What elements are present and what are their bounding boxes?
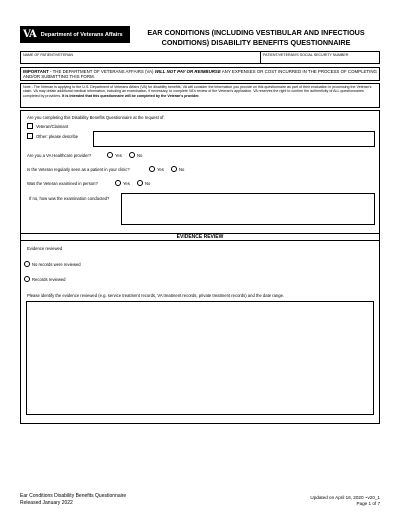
- examined-yes-radio[interactable]: [115, 180, 121, 186]
- no-records-label: No records were reviewed: [32, 262, 81, 267]
- form-body: [20, 110, 380, 424]
- regularly-seen-no-radio[interactable]: [171, 166, 177, 172]
- important-prefix: IMPORTANT: [23, 69, 49, 74]
- va-seal-mark: VA: [23, 29, 36, 40]
- note-box: [20, 83, 380, 108]
- important-emphasis: WILL NOT PAY OR REIMBURSE: [154, 69, 221, 74]
- evidence-review-header: EVIDENCE REVIEW: [21, 233, 379, 241]
- va-provider-yes-label: Yes: [115, 153, 122, 158]
- other-describe-field[interactable]: [93, 131, 375, 147]
- patient-name-label: NAME OF PATIENT/VETERAN: [23, 53, 73, 57]
- note-bold-text: It is intended that this questionnaire will be completed by the Veteran's provider.: [62, 93, 200, 98]
- va-provider-no-radio[interactable]: [129, 152, 135, 158]
- examined-no-radio[interactable]: [137, 180, 143, 186]
- footer-updated: Updated on April 16, 2020 ~v20_1: [310, 495, 380, 500]
- footer-page-number: Page 1 of 7: [356, 501, 380, 506]
- form-title: EAR CONDITIONS (INCLUDING VESTIBULAR AND INFECTIOUS CONDITIONS) DISABILITY BENEFITS QUESTIONNAIRE: [147, 28, 365, 47]
- footer-form-name: Ear Conditions Disability Benefits Questionnaire: [20, 493, 127, 499]
- ssn-field[interactable]: [261, 52, 379, 63]
- regularly-seen-yes-radio[interactable]: [149, 166, 155, 172]
- patient-name-field[interactable]: [21, 52, 261, 63]
- question-examined-in-person: Was the Veteran examined in person?: [27, 181, 98, 186]
- regularly-seen-no-label: No: [179, 167, 185, 172]
- note-text: Note - The Veteran is applying to the U.S. Department of Veterans Affairs (VA) for disability benefits. VA will consider the information you provide on this questionnaire as part of their evaluation in processing the Veteran's claim. VA may obtain additional medical information, including an examination, if necessary, to complete VA's review of the Veteran's application. VA reserves the right to confirm the authenticity of ALL questionnaires completed by providers.: [23, 85, 372, 98]
- veteran-claimant-checkbox[interactable]: [27, 123, 33, 129]
- va-logo: [20, 26, 130, 43]
- form-page: [20, 26, 380, 424]
- regularly-seen-yes-label: Yes: [157, 167, 164, 172]
- other-label: Other: please describe: [36, 134, 79, 139]
- no-records-radio[interactable]: [24, 261, 30, 267]
- evidence-instruction: Please identify the evidence reviewed (e.g. service treatment records, VA treatment records, private treatment records) and the date range.: [27, 293, 285, 298]
- question-how-examined: If no, how was the examination conducted?: [29, 196, 110, 201]
- other-checkbox[interactable]: [27, 133, 33, 139]
- footer-left: [20, 493, 126, 506]
- important-text-a: - THE DEPARTMENT OF VETERANS AFFAIRS (VA): [48, 69, 155, 74]
- evidence-reviewed-label: Evidence reviewed: [27, 246, 63, 251]
- important-notice: [20, 67, 380, 81]
- footer-right: [310, 495, 380, 507]
- department-name: Department of Veterans Affairs: [40, 31, 123, 38]
- question-regularly-seen: Is the Veteran regularly seen as a patient in your clinic?: [27, 167, 130, 172]
- records-reviewed-label: Records reviewed: [32, 277, 66, 282]
- footer-released: Released January 2022: [20, 499, 73, 506]
- examined-yes-label: Yes: [123, 181, 130, 186]
- records-reviewed-radio[interactable]: [24, 276, 30, 282]
- va-provider-yes-radio[interactable]: [107, 152, 113, 158]
- veteran-claimant-label: Veteran/Claimant: [36, 124, 69, 129]
- how-examined-field[interactable]: [121, 193, 375, 225]
- evidence-description-field[interactable]: [26, 301, 374, 415]
- va-provider-no-label: No: [137, 153, 143, 158]
- question-request: Are you completing this Disability Benefits Questionnaire at the request of:: [27, 115, 165, 120]
- question-va-provider: Are you a VA Healthcare provider?: [27, 153, 92, 158]
- examined-no-label: No: [145, 181, 151, 186]
- important-text-b: ANY EXPENSES OR COST INCURRED IN THE PROCESS OF COMPLETING AND/OR SUBMITTING THIS FORM.: [23, 69, 377, 79]
- patient-info-row: [20, 51, 380, 64]
- form-header: [20, 26, 380, 50]
- ssn-label: PATIENT/VETERAN'S SOCIAL SECURITY NUMBER: [263, 53, 349, 57]
